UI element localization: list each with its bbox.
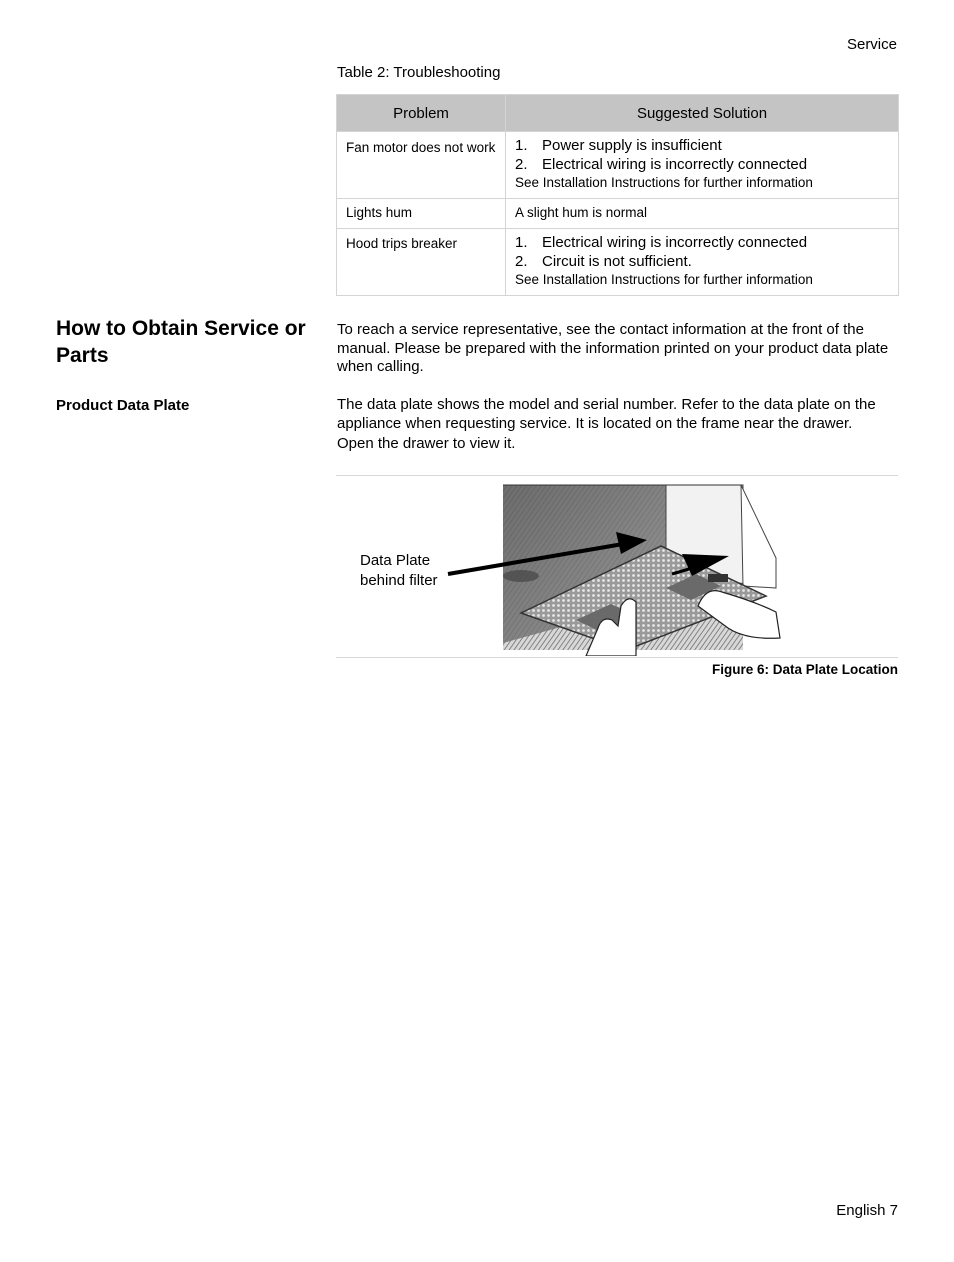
callout-line-2: behind filter <box>360 571 438 589</box>
column-header-problem: Problem <box>337 95 506 132</box>
section-heading-service: How to Obtain Service or Parts <box>56 317 306 367</box>
solution-note: See Installation Instructions for further information <box>515 175 813 190</box>
table-row <box>337 132 899 199</box>
step-text: Circuit is not sufficient. <box>542 253 692 270</box>
callout-line-1: Data Plate <box>360 552 431 569</box>
solution-cell <box>506 229 899 296</box>
figure-bottom-rule <box>336 657 898 658</box>
table-row <box>337 199 899 229</box>
solution-step <box>515 136 890 155</box>
solution-note: See Installation Instructions for further information <box>515 272 813 287</box>
step-text: Power supply is insufficient <box>542 137 722 154</box>
service-paragraph: To reach a service representative, see the contact information at the front of the manual. Please be prepared with the information printed on your product data plate when calling. <box>337 321 889 375</box>
solution-step <box>515 233 890 252</box>
table-caption: Table 2: Troubleshooting <box>337 64 501 81</box>
solution-cell: A slight hum is normal <box>506 199 899 229</box>
solution-step <box>515 252 890 271</box>
troubleshooting-table <box>336 94 899 296</box>
problem-cell: Hood trips breaker <box>337 229 506 296</box>
solution-cell <box>506 132 899 199</box>
problem-cell: Lights hum <box>337 199 506 229</box>
step-text: Electrical wiring is incorrectly connected <box>542 234 808 251</box>
running-head: Service <box>846 36 897 53</box>
step-text: Electrical wiring is incorrectly connected <box>542 156 808 173</box>
problem-cell: Fan motor does not work <box>337 132 506 199</box>
subheading-data-plate: Product Data Plate <box>56 397 190 414</box>
column-header-solution: Suggested Solution <box>506 95 899 132</box>
figure-top-rule <box>336 475 898 476</box>
step-number: 1. <box>515 234 528 251</box>
step-number: 2. <box>515 253 528 270</box>
step-number: 1. <box>515 137 528 154</box>
solution-step <box>515 155 890 174</box>
figure-caption: Figure 6: Data Plate Location <box>711 662 898 677</box>
page-footer: English 7 <box>836 1202 898 1219</box>
data-plate-paragraph-2: Open the drawer to view it. <box>337 435 516 452</box>
table-header-row <box>337 95 899 132</box>
data-plate-paragraph: The data plate shows the model and serial number. Refer to the data plate on the appliance when requesting service. It is located on the frame near the drawer. <box>337 396 876 432</box>
table-row <box>337 229 899 296</box>
range-hood-illustration <box>336 478 898 656</box>
step-number: 2. <box>515 156 528 173</box>
